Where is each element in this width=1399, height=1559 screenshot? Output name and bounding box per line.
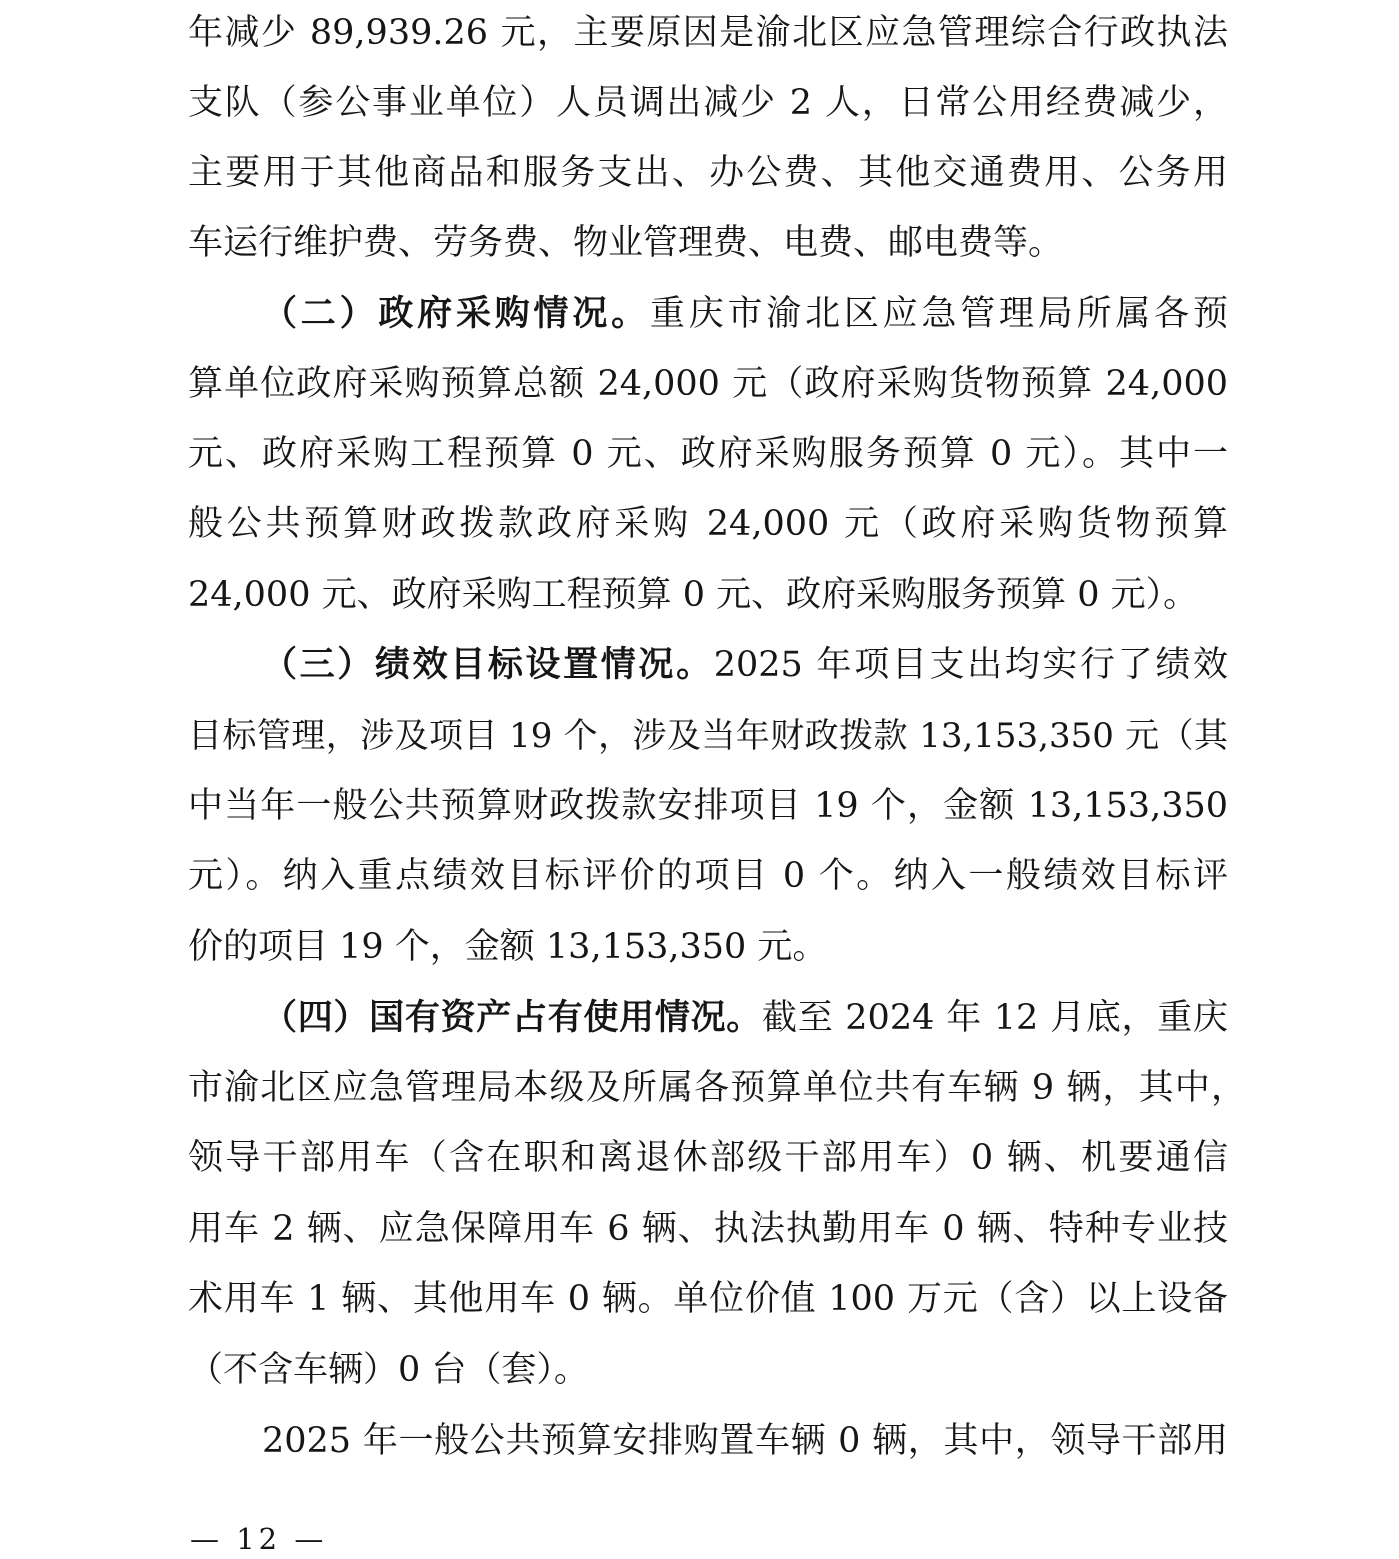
paragraph-1-line-3: 主要用于其他商品和服务支出、办公费、其他交通费用、公务用 bbox=[188, 153, 1228, 193]
paragraph-4-line-5: 术用车 1 辆、其他用车 0 辆。单位价值 100 万元（含）以上设备 bbox=[188, 1279, 1228, 1319]
paragraph-2-line-4: 般公共预算财政拨款政府采购 24,000 元（政府采购货物预算 bbox=[188, 504, 1228, 544]
paragraph-1-line-2: 支队（参公事业单位）人员调出减少 2 人，日常公用经费减少， bbox=[188, 83, 1228, 123]
paragraph-2-line-2: 算单位政府采购预算总额 24,000 元（政府采购货物预算 24,000 bbox=[188, 364, 1228, 404]
paragraph-3-line-2: 目标管理，涉及项目 19 个，涉及当年财政拨款 13,153,350 元（其 bbox=[188, 716, 1228, 756]
paragraph-1-line-1: 年减少 89,939.26 元，主要原因是渝北区应急管理综合行政执法 bbox=[188, 13, 1228, 53]
paragraph-3-line-1-text: 2025 年项目支出均实行了绩效 bbox=[713, 645, 1228, 685]
paragraph-4-line-1 bbox=[262, 991, 1228, 1045]
paragraph-4-line-6: （不含车辆）0 台（套）。 bbox=[188, 1350, 589, 1390]
paragraph-4-line-1-text: 截至 2024 年 12 月底，重庆 bbox=[762, 998, 1228, 1038]
paragraph-3-line-3: 中当年一般公共预算财政拨款安排项目 19 个，金额 13,153,350 bbox=[188, 786, 1228, 826]
paragraph-3-line-5: 价的项目 19 个，金额 13,153,350 元。 bbox=[188, 927, 828, 967]
paragraph-3-line-4: 元）。纳入重点绩效目标评价的项目 0 个。纳入一般绩效目标评 bbox=[188, 856, 1228, 896]
paragraph-2-line-5: 24,000 元、政府采购工程预算 0 元、政府采购服务预算 0 元）。 bbox=[188, 575, 1199, 615]
paragraph-4-line-3: 领导干部用车（含在职和离退休部级干部用车）0 辆、机要通信 bbox=[188, 1138, 1228, 1178]
paragraph-2-line-1 bbox=[262, 287, 1228, 341]
section-heading-performance: （三）绩效目标设置情况。 bbox=[262, 644, 714, 685]
paragraph-2-line-1-text: 重庆市渝北区应急管理局所属各预 bbox=[649, 294, 1228, 334]
section-heading-procurement: （二）政府采购情况。 bbox=[262, 293, 650, 334]
section-heading-assets: （四）国有资产占有使用情况。 bbox=[262, 997, 763, 1038]
paragraph-5-line-1: 2025 年一般公共预算安排购置车辆 0 辆，其中，领导干部用 bbox=[262, 1421, 1228, 1461]
page-number: — 12 — bbox=[190, 1522, 328, 1556]
paragraph-4-line-4: 用车 2 辆、应急保障用车 6 辆、执法执勤用车 0 辆、特种专业技 bbox=[188, 1209, 1228, 1249]
paragraph-4-line-2: 市渝北区应急管理局本级及所属各预算单位共有车辆 9 辆，其中， bbox=[188, 1068, 1246, 1108]
paragraph-1-line-4: 车运行维护费、劳务费、物业管理费、电费、邮电费等。 bbox=[188, 223, 1064, 263]
paragraph-2-line-3: 元、政府采购工程预算 0 元、政府采购服务预算 0 元）。其中一 bbox=[188, 434, 1228, 474]
paragraph-3-line-1 bbox=[262, 638, 1228, 692]
